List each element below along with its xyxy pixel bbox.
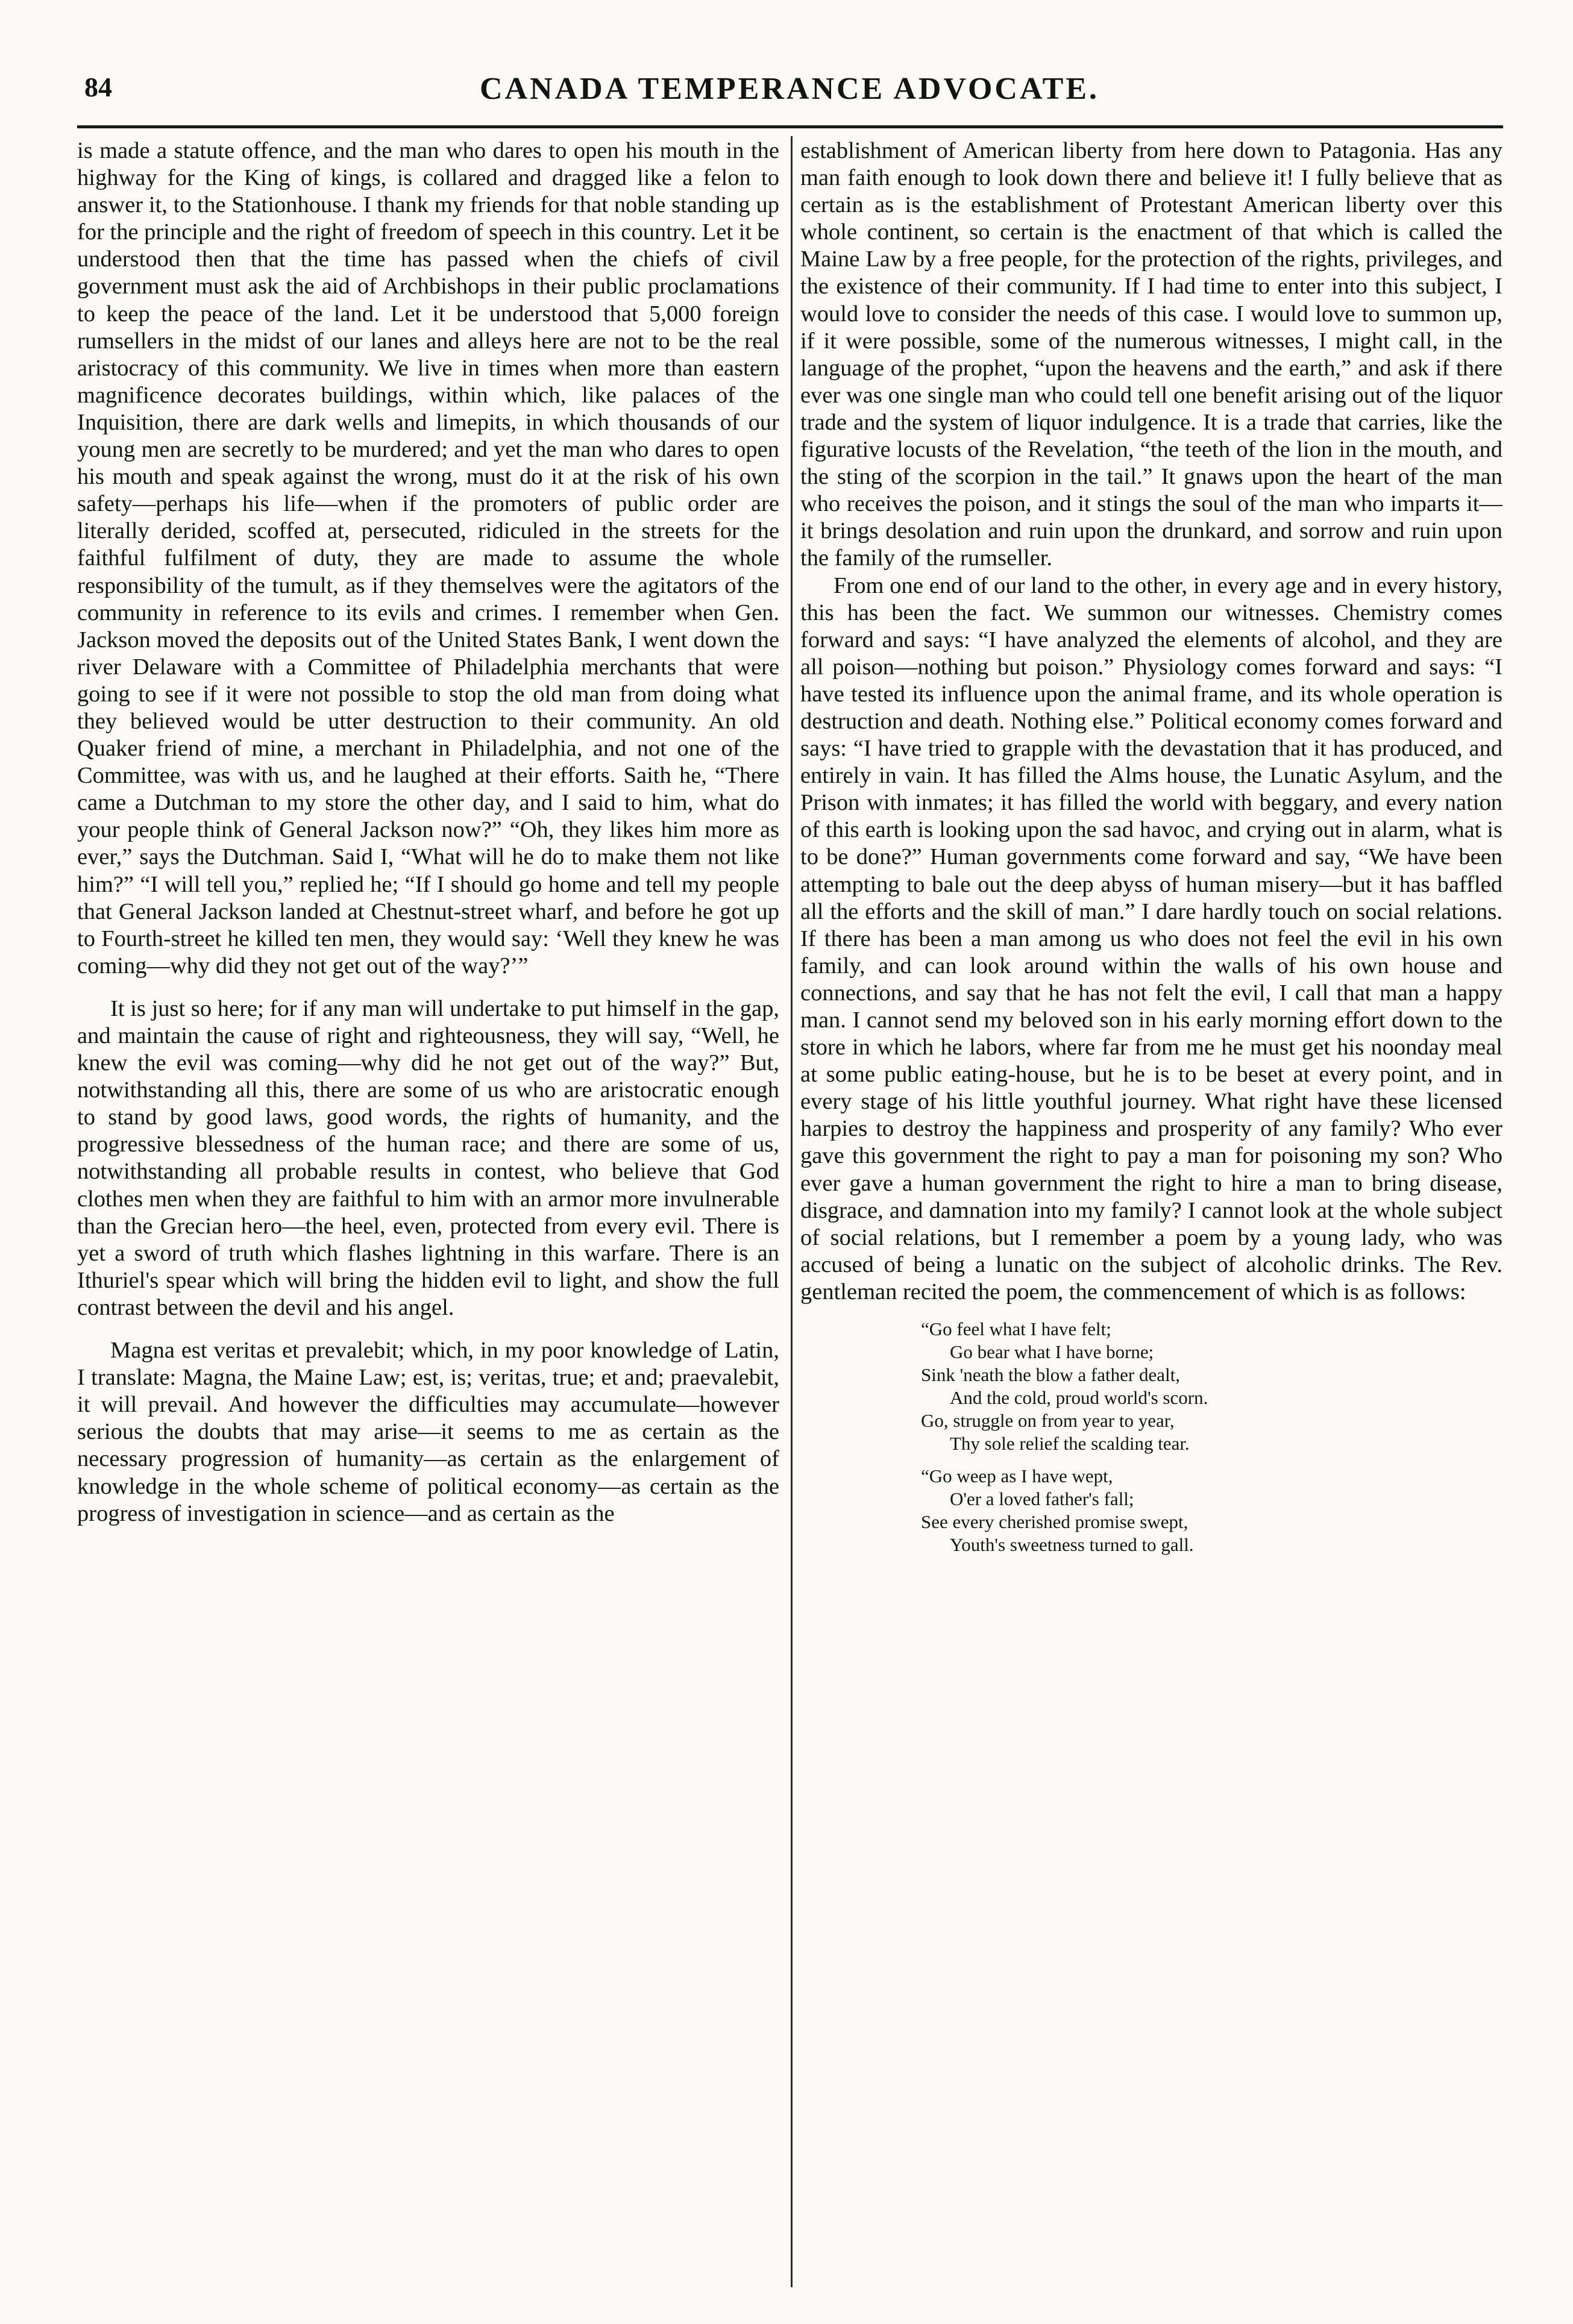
journal-title: CANADA TEMPERANCE ADVOCATE. bbox=[479, 72, 1100, 106]
poem-line: Thy sole relief the scalding tear. bbox=[950, 1433, 1190, 1455]
poem-line: “Go weep as I have wept, bbox=[921, 1465, 1113, 1487]
poem-line: And the cold, proud world's scorn. bbox=[950, 1387, 1208, 1409]
poem-line: Go, struggle on from year to year, bbox=[921, 1410, 1175, 1432]
article-paragraph: It is just so here; for if any man will undertake to put himself in the gap, and maintain the cause of right and righteousness, they will say, “Well, he knew the evil was coming—why did he not get out of the way?” But, notwithstanding all this, there are some of us who are aristocratic enough to stand by good laws, good words, the rights of humanity, and the progressive blessedness of the human race; and there are some of us, notwithstanding all probable results in contest, who believe that God clothes men when they are faithful to him with an armor more invulnerable than the Grecian hero—the heel, even, protected from every evil. There is yet a sword of truth which flashes lightning in this warfare. There is an Ithuriel's spear which will bring the hidden evil to light, and show the full contrast between the devil and his angel. bbox=[77, 995, 779, 1320]
article-paragraph: From one end of our land to the other, in every age and in every history, this has been the fact. We summon our witnesses. Chemistry comes forward and says: “I have analyzed the elements of alcohol, and they are all poison—nothing but poison.” Physiology comes forward and says: “I have tested its influence upon the animal frame, and its whole operation is destruction and death. Nothing else.” Political economy comes forward and says: “I have tried to grapple with the devastation that it has produced, and entirely in vain. It has filled the Alms house, the Lunatic Asylum, and the Prison with inmates; it has filled the world with beggary, and every nation of this earth is looking upon the sad havoc, and crying out in alarm, what is to be done?” Human governments come forward and say, “We have been attempting to bale out the deep abyss of human misery—but it has baffled all the efforts and the skill of man.” I dare hardly touch on social relations. If there has been a man among us who does not feel the evil in his own family, and can look around within the walls of his own house and connections, and say that he has not felt the evil, I call that man a happy man. I cannot send my beloved son in his early morning effort down to the store in which he labors, where far from me he must get his noonday meal at some public eating-house, but he is to be beset at every point, and in every stage of his little youthful journey. What right have these licensed harpies to destroy the happiness and prosperity of any family? Who ever gave this government the right to pay a man for poisoning my son? Who ever gave a human government the right to hire a man to bring disease, disgrace, and damnation into my family? I cannot look at the whole subject of social relations, but I remember a poem by a young lady, who was accused of being a lunatic on the subject of alcoholic drinks. The Rev. gentleman recited the poem, the commencement of which is as follows: bbox=[800, 572, 1502, 1305]
poem-line: Go bear what I have borne; bbox=[950, 1341, 1154, 1363]
column-divider bbox=[791, 136, 793, 2287]
article-paragraph: Magna est veritas et prevalebit; which, in my poor knowledge of Latin, I translate: Magna, the Maine Law; est, is; veritas, true; et and; praevalebit, it will prevail. And however the difficulties may accumulate—however serious the doubts that may arise—it seems to me as certain as the necessary progression of humanity—as certain as the enlargement of knowledge in the whole scheme of political economy—as certain as the progress of investigation in science—and as certain as the bbox=[77, 1338, 779, 1526]
page-number: 84 bbox=[84, 72, 112, 102]
poem-stanza bbox=[921, 1465, 1502, 1556]
poem-line: O'er a loved father's fall; bbox=[950, 1488, 1134, 1510]
poem-line: “Go feel what I have felt; bbox=[921, 1318, 1111, 1340]
poem-stanza bbox=[921, 1318, 1502, 1455]
poem bbox=[921, 1318, 1502, 1556]
header-rule bbox=[77, 125, 1503, 128]
poem-line: See every cherished promise swept, bbox=[921, 1511, 1188, 1533]
article-paragraph: is made a statute offence, and the man who dares to open his mouth in the highway for the King of kings, is collared and dragged like a felon to answer it, to the Stationhouse. I thank my friends for that noble standing up for the principle and the right of freedom of speech in this country. Let it be understood then that the time has passed when the chiefs of civil government must ask the aid of Archbishops in their public proclamations to keep the peace of the land. Let it be understood that 5,000 foreign rumsellers in the midst of our lanes and alleys here are not to be the real aristocracy of this community. We live in times when more than eastern magnificence decorates buildings, within which, like palaces of the Inquisition, there are dark wells and limepits, in which thousands of our young men are secretly to be murdered; and yet the man who dares to open his mouth and speak against the wrong, must do it at the risk of his own safety—perhaps his life—when if the promoters of public order are literally derided, scoffed at, persecuted, ridiculed in the streets for the faithful fulfilment of duty, they are made to assume the whole responsibility of the tumult, as if they themselves were the agitators of the community in reference to its evils and crimes. I remember when Gen. Jackson moved the deposits out of the United States Bank, I went down the river Delaware with a Committee of Philadelphia merchants that were going to see if it were not possible to stop the old man from doing what they believed would be utter destruction to their community. An old Quaker friend of mine, a merchant in Philadelphia, and not one of the Committee, was with us, and he laughed at their efforts. Saith he, “There came a Dutchman to my store the other day, and I said to him, what do your people think of General Jackson now?” “Oh, they likes him more as ever,” says the Dutchman. Said I, “What will he do to make them not like him?” “I will tell you,” replied he; “If I should go home and tell my people that General Jackson landed at Chestnut-street wharf, and before he got up to Fourth-street he killed ten men, they would say: ‘Well they knew he was coming—why did they not get out of the way?’” bbox=[77, 138, 779, 979]
page-header bbox=[84, 71, 1495, 113]
left-column bbox=[77, 137, 779, 2288]
article-paragraph: establishment of American liberty from here down to Patagonia. Has any man faith enough to look down there and believe it! I fully believe that as certain as is the establishment of Protestant American liberty over this whole continent, so certain is the enactment of that which is called the Maine Law by a free people, for the protection of the rights, privileges, and the existence of their community. If I had time to enter into this subject, I would love to consider the needs of this case. I would love to summon up, if it were possible, some of the numerous witnesses, I might call, in the language of the prophet, “upon the heavens and the earth,” and ask if there ever was one single man who could tell one benefit arising out of the liquor trade and the system of liquor indulgence. It is a trade that carries, like the figurative locusts of the Revelation, “the teeth of the lion in the mouth, and the sting of the scorpion in the tail.” It gnaws upon the heart of the man who receives the poison, and it stings the soul of the man who imparts it—it brings desolation and ruin upon the drunkard, and sorrow and ruin upon the family of the rumseller. bbox=[800, 138, 1502, 571]
poem-line: Sink 'neath the blow a father dealt, bbox=[921, 1364, 1180, 1386]
right-column bbox=[800, 137, 1502, 2288]
poem-line: Youth's sweetness turned to gall. bbox=[950, 1534, 1194, 1556]
